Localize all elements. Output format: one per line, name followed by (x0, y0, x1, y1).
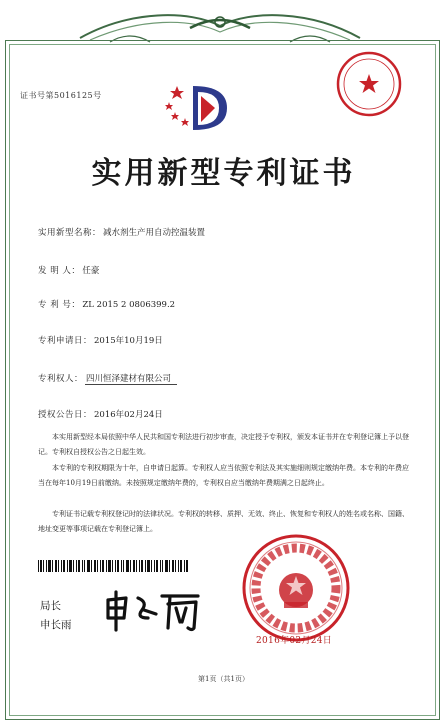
body-paragraph: 专利证书记载专利权登记时的法律状况。专利权的转移、质押、无效、终止、恢复和专利权人的姓名或名称、国籍、地址变更等事项记载在专利登记簿上。 (38, 510, 409, 533)
field-label: 授权公告日： (38, 410, 93, 420)
signatory-name: 申长雨 (40, 619, 72, 631)
field-value: 四川恒泽建材有限公司 (85, 374, 177, 385)
field-patent-owner (38, 372, 177, 384)
field-value: ZL 2015 2 0806399.2 (82, 300, 176, 310)
field-utility-model-name (38, 226, 205, 238)
field-label: 发 明 人： (38, 266, 81, 276)
signatory-role: 局长 (40, 600, 61, 612)
field-value: 减水剂生产用自动控温装置 (103, 228, 206, 238)
handwritten-signature (100, 588, 210, 633)
page-number: 第1页（共1页） (198, 675, 249, 683)
patent-office-logo-icon (165, 78, 235, 138)
top-right-seal-icon (335, 50, 403, 118)
field-patent-number (38, 298, 175, 310)
certificate-number: 证书号第5016125号 (20, 91, 102, 100)
field-label: 专利权人： (38, 374, 84, 384)
barcode (38, 560, 188, 572)
body-paragraph: 本实用新型经本局依照中华人民共和国专利法进行初步审查，决定授予专利权，颁发本证书并在专利登记簿上予以登记。专利权自授权公告之日起生效。 (38, 433, 409, 456)
field-filing-date (38, 334, 163, 346)
certificate-title: 实用新型专利证书 (91, 156, 356, 191)
field-grant-date (38, 408, 163, 420)
national-patent-office-seal-icon (240, 532, 352, 644)
field-inventor (38, 264, 99, 276)
field-value: 2016年02月24日 (94, 410, 163, 420)
field-label: 专利申请日： (38, 336, 93, 346)
field-value: 2015年10月19日 (94, 336, 163, 346)
field-value: 任豪 (82, 266, 100, 276)
body-paragraph: 本专利的专利权期限为十年，自申请日起算。专利权人应当依照专利法及其实施细则规定缴纳年费。本专利的年费应当在每年10月19日前缴纳。未按照规定缴纳年费的，专利权自应当缴纳年费期满之日起终止。 (38, 464, 409, 487)
field-label: 实用新型名称： (38, 228, 102, 238)
field-label: 专 利 号： (38, 300, 81, 310)
seal-date: 2016年02月24日 (256, 636, 333, 646)
